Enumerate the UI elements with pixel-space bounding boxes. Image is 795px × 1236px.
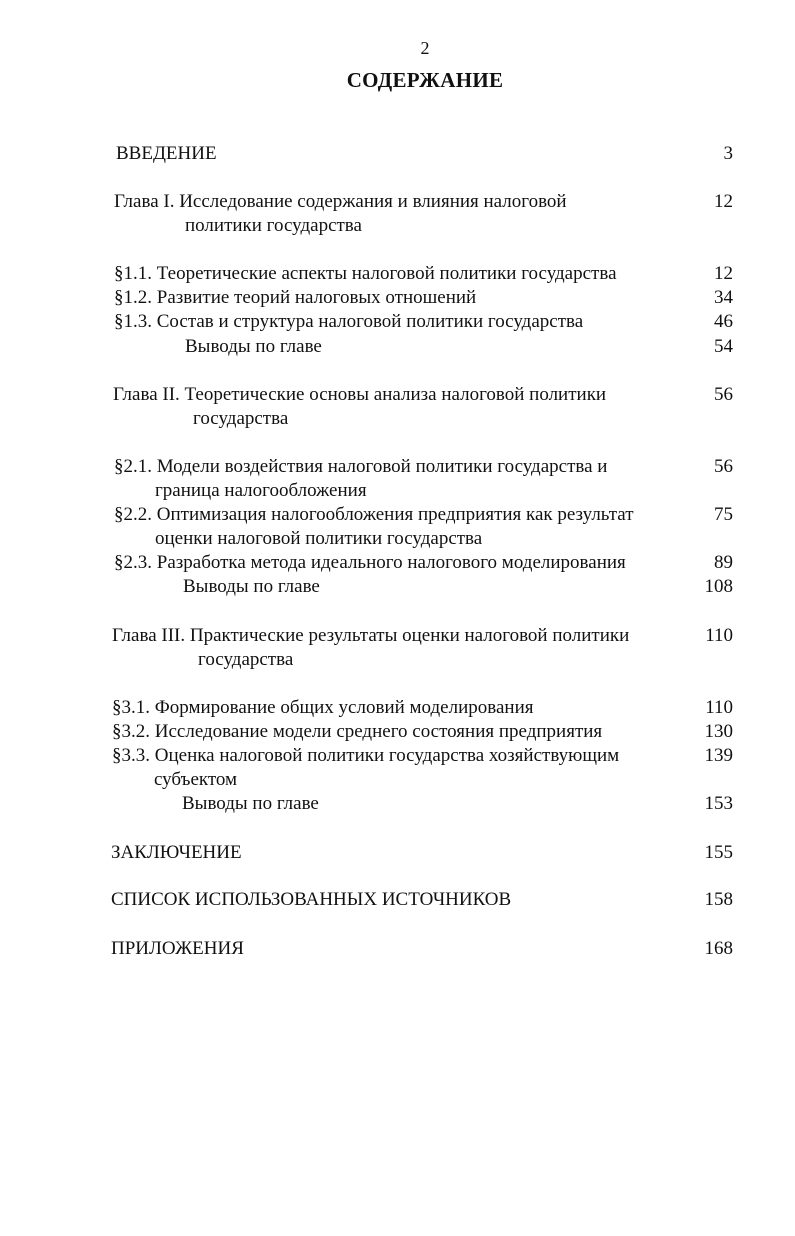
toc-entry-page: 56 bbox=[714, 384, 733, 405]
toc-entry-label: ПРИЛОЖЕНИЯ bbox=[111, 938, 244, 959]
toc-entry-label: Глава I. Исследование содержания и влияния налоговой bbox=[114, 191, 567, 212]
toc-entry-page: 54 bbox=[714, 336, 733, 357]
toc-entry-label: §2.2. Оптимизация налогообложения предприятия как результат bbox=[114, 504, 634, 525]
toc-entry-page: 34 bbox=[714, 287, 733, 308]
toc-entry-page: 139 bbox=[704, 745, 733, 766]
toc-entry-page: 110 bbox=[705, 697, 733, 718]
toc-entry-page: 56 bbox=[714, 456, 733, 477]
toc-entry-label: §1.2. Развитие теорий налоговых отношений bbox=[114, 287, 477, 308]
toc-entry-label-continuation: государства bbox=[193, 408, 289, 429]
toc-entry-label: Выводы по главе bbox=[185, 336, 322, 357]
page-number: 2 bbox=[420, 38, 430, 58]
toc-entry-page: 12 bbox=[714, 263, 733, 284]
toc-entry-label: ВВЕДЕНИЕ bbox=[116, 143, 217, 164]
toc-entry-label: Глава II. Теоретические основы анализа налоговой политики bbox=[113, 384, 607, 405]
toc-title: СОДЕРЖАНИЕ bbox=[346, 68, 504, 92]
toc-entry-label-continuation: оценки налоговой политики государства bbox=[155, 528, 483, 549]
toc-entry-page: 89 bbox=[714, 552, 733, 573]
toc-entry-label: СПИСОК ИСПОЛЬЗОВАННЫХ ИСТОЧНИКОВ bbox=[111, 889, 512, 910]
toc-entry-label-continuation: граница налогообложения bbox=[155, 480, 367, 501]
toc-entry-page: 110 bbox=[705, 625, 733, 646]
toc-entry-label: ЗАКЛЮЧЕНИЕ bbox=[111, 842, 242, 863]
toc-entry-label: §1.1. Теоретические аспекты налоговой политики государства bbox=[114, 263, 617, 284]
toc-entry-page: 153 bbox=[704, 793, 733, 814]
toc-entry-label: Выводы по главе bbox=[183, 576, 320, 597]
toc-entry-page: 155 bbox=[704, 842, 733, 863]
toc-entry-page: 108 bbox=[704, 576, 733, 597]
toc-entry-page: 12 bbox=[714, 191, 733, 212]
toc-entry-page: 3 bbox=[723, 143, 733, 164]
toc-entry-page: 75 bbox=[714, 504, 733, 525]
toc-entry-label: §3.2. Исследование модели среднего состояния предприятия bbox=[112, 721, 603, 742]
toc-entry-label: §3.1. Формирование общих условий моделирования bbox=[112, 697, 534, 718]
toc-entry-label: §2.1. Модели воздействия налоговой политики государства и bbox=[114, 456, 608, 477]
toc-entry-label: Глава III. Практические результаты оценки налоговой политики bbox=[112, 625, 630, 646]
toc-entry-label: §2.3. Разработка метода идеального налогового моделирования bbox=[114, 552, 626, 573]
toc-entry-label-continuation: государства bbox=[198, 649, 294, 670]
toc-entry-label-continuation: политики государства bbox=[185, 215, 362, 236]
toc-entry-label-continuation: субъектом bbox=[154, 769, 238, 790]
toc-entry-label: §1.3. Состав и структура налоговой политики государства bbox=[114, 311, 584, 332]
toc-entry-label: §3.3. Оценка налоговой политики государства хозяйствующим bbox=[112, 745, 620, 766]
toc-entry-page: 46 bbox=[714, 311, 733, 332]
toc-entry-label: Выводы по главе bbox=[182, 793, 319, 814]
toc-entry-page: 130 bbox=[704, 721, 733, 742]
toc-entry-page: 158 bbox=[704, 889, 733, 910]
toc-entry-page: 168 bbox=[704, 938, 733, 959]
